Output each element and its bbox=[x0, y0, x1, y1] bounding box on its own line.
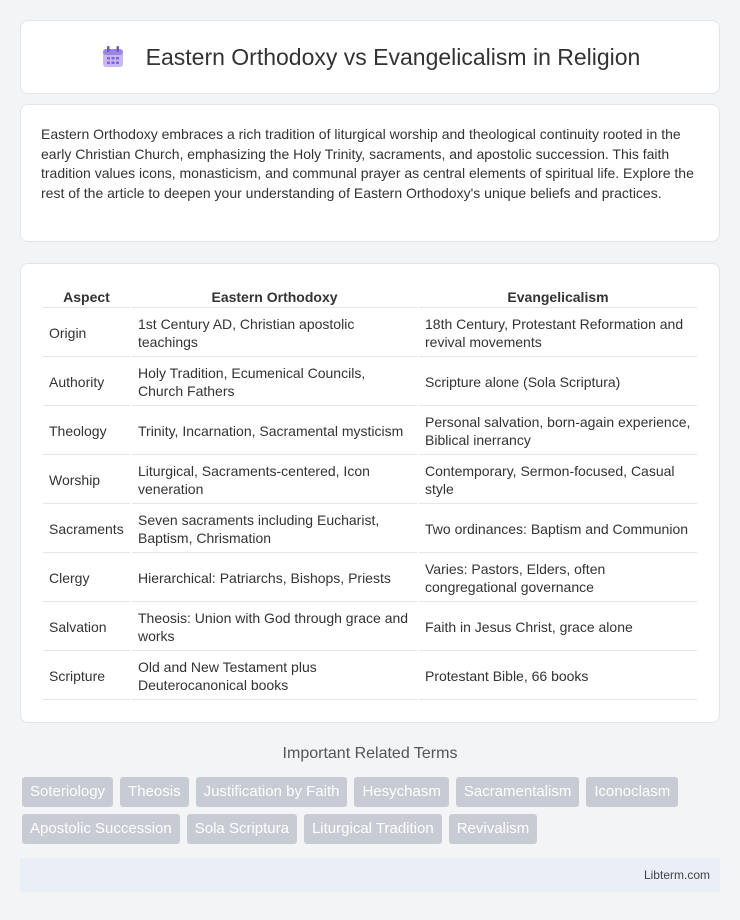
term-tag[interactable]: Liturgical Tradition bbox=[304, 814, 442, 844]
row-evangelicalism: 18th Century, Protestant Reformation and revival movements bbox=[419, 310, 697, 357]
header-eastern-orthodoxy: Eastern Orthodoxy bbox=[132, 286, 417, 308]
row-evangelicalism: Two ordinances: Baptism and Communion bbox=[419, 506, 697, 553]
row-aspect: Worship bbox=[43, 457, 130, 504]
row-orthodoxy: Holy Tradition, Ecumenical Councils, Church Fathers bbox=[132, 359, 417, 406]
term-tag[interactable]: Justification by Faith bbox=[196, 777, 348, 807]
term-tag[interactable]: Theosis bbox=[120, 777, 189, 807]
row-aspect: Scripture bbox=[43, 653, 130, 700]
table-row bbox=[43, 408, 697, 455]
row-orthodoxy: Liturgical, Sacraments-centered, Icon veneration bbox=[132, 457, 417, 504]
row-evangelicalism: Protestant Bible, 66 books bbox=[419, 653, 697, 700]
related-terms-section bbox=[0, 745, 740, 844]
title-card bbox=[20, 20, 720, 94]
row-aspect: Salvation bbox=[43, 604, 130, 651]
intro-card bbox=[20, 104, 720, 242]
comparison-table bbox=[41, 284, 699, 702]
table-row bbox=[43, 506, 697, 553]
row-aspect: Clergy bbox=[43, 555, 130, 602]
term-tag[interactable]: Iconoclasm bbox=[586, 777, 678, 807]
term-tag[interactable]: Soteriology bbox=[22, 777, 113, 807]
table-row bbox=[43, 457, 697, 504]
row-orthodoxy: Theosis: Union with God through grace and works bbox=[132, 604, 417, 651]
term-tag[interactable]: Hesychasm bbox=[354, 777, 448, 807]
related-terms-heading: Important Related Terms bbox=[282, 745, 458, 762]
term-tag[interactable]: Revivalism bbox=[449, 814, 538, 844]
row-evangelicalism: Contemporary, Sermon-focused, Casual style bbox=[419, 457, 697, 504]
row-aspect: Origin bbox=[43, 310, 130, 357]
calendar-icon bbox=[100, 44, 126, 70]
row-orthodoxy: Hierarchical: Patriarchs, Bishops, Priests bbox=[132, 555, 417, 602]
footer-site-link[interactable]: Libterm.com bbox=[643, 868, 710, 882]
header-evangelicalism: Evangelicalism bbox=[419, 286, 697, 308]
page-title: Eastern Orthodoxy vs Evangelicalism in Religion bbox=[145, 43, 641, 70]
table-row bbox=[43, 310, 697, 357]
row-orthodoxy: Seven sacraments including Eucharist, Baptism, Chrismation bbox=[132, 506, 417, 553]
term-tag[interactable]: Sola Scriptura bbox=[187, 814, 297, 844]
table-row bbox=[43, 555, 697, 602]
row-orthodoxy: Old and New Testament plus Deuterocanonical books bbox=[132, 653, 417, 700]
row-aspect: Sacraments bbox=[43, 506, 130, 553]
row-orthodoxy: 1st Century AD, Christian apostolic teachings bbox=[132, 310, 417, 357]
table-header-row bbox=[43, 286, 697, 308]
row-evangelicalism: Personal salvation, born-again experience, Biblical inerrancy bbox=[419, 408, 697, 455]
header-aspect: Aspect bbox=[43, 286, 130, 308]
row-aspect: Authority bbox=[43, 359, 130, 406]
row-orthodoxy: Trinity, Incarnation, Sacramental mysticism bbox=[132, 408, 417, 455]
footer bbox=[20, 858, 720, 892]
term-tag[interactable]: Sacramentalism bbox=[456, 777, 580, 807]
table-row bbox=[43, 604, 697, 651]
row-evangelicalism: Varies: Pastors, Elders, often congregational governance bbox=[419, 555, 697, 602]
row-evangelicalism: Faith in Jesus Christ, grace alone bbox=[419, 604, 697, 651]
table-row bbox=[43, 653, 697, 700]
related-terms-list bbox=[0, 777, 740, 844]
intro-paragraph: Eastern Orthodoxy embraces a rich tradition of liturgical worship and theological continuity rooted in the early Christian Church, emphasizing the Holy Trinity, sacraments, and apostolic succession. This faith tradition values icons, monasticism, and communal prayer as central elements of spiritual life. Explore the rest of the article to deepen your understanding of Eastern Orthodoxy's unique beliefs and practices. bbox=[41, 126, 694, 201]
row-evangelicalism: Scripture alone (Sola Scriptura) bbox=[419, 359, 697, 406]
table-row bbox=[43, 359, 697, 406]
row-aspect: Theology bbox=[43, 408, 130, 455]
term-tag[interactable]: Apostolic Succession bbox=[22, 814, 180, 844]
comparison-table-card bbox=[20, 263, 720, 723]
